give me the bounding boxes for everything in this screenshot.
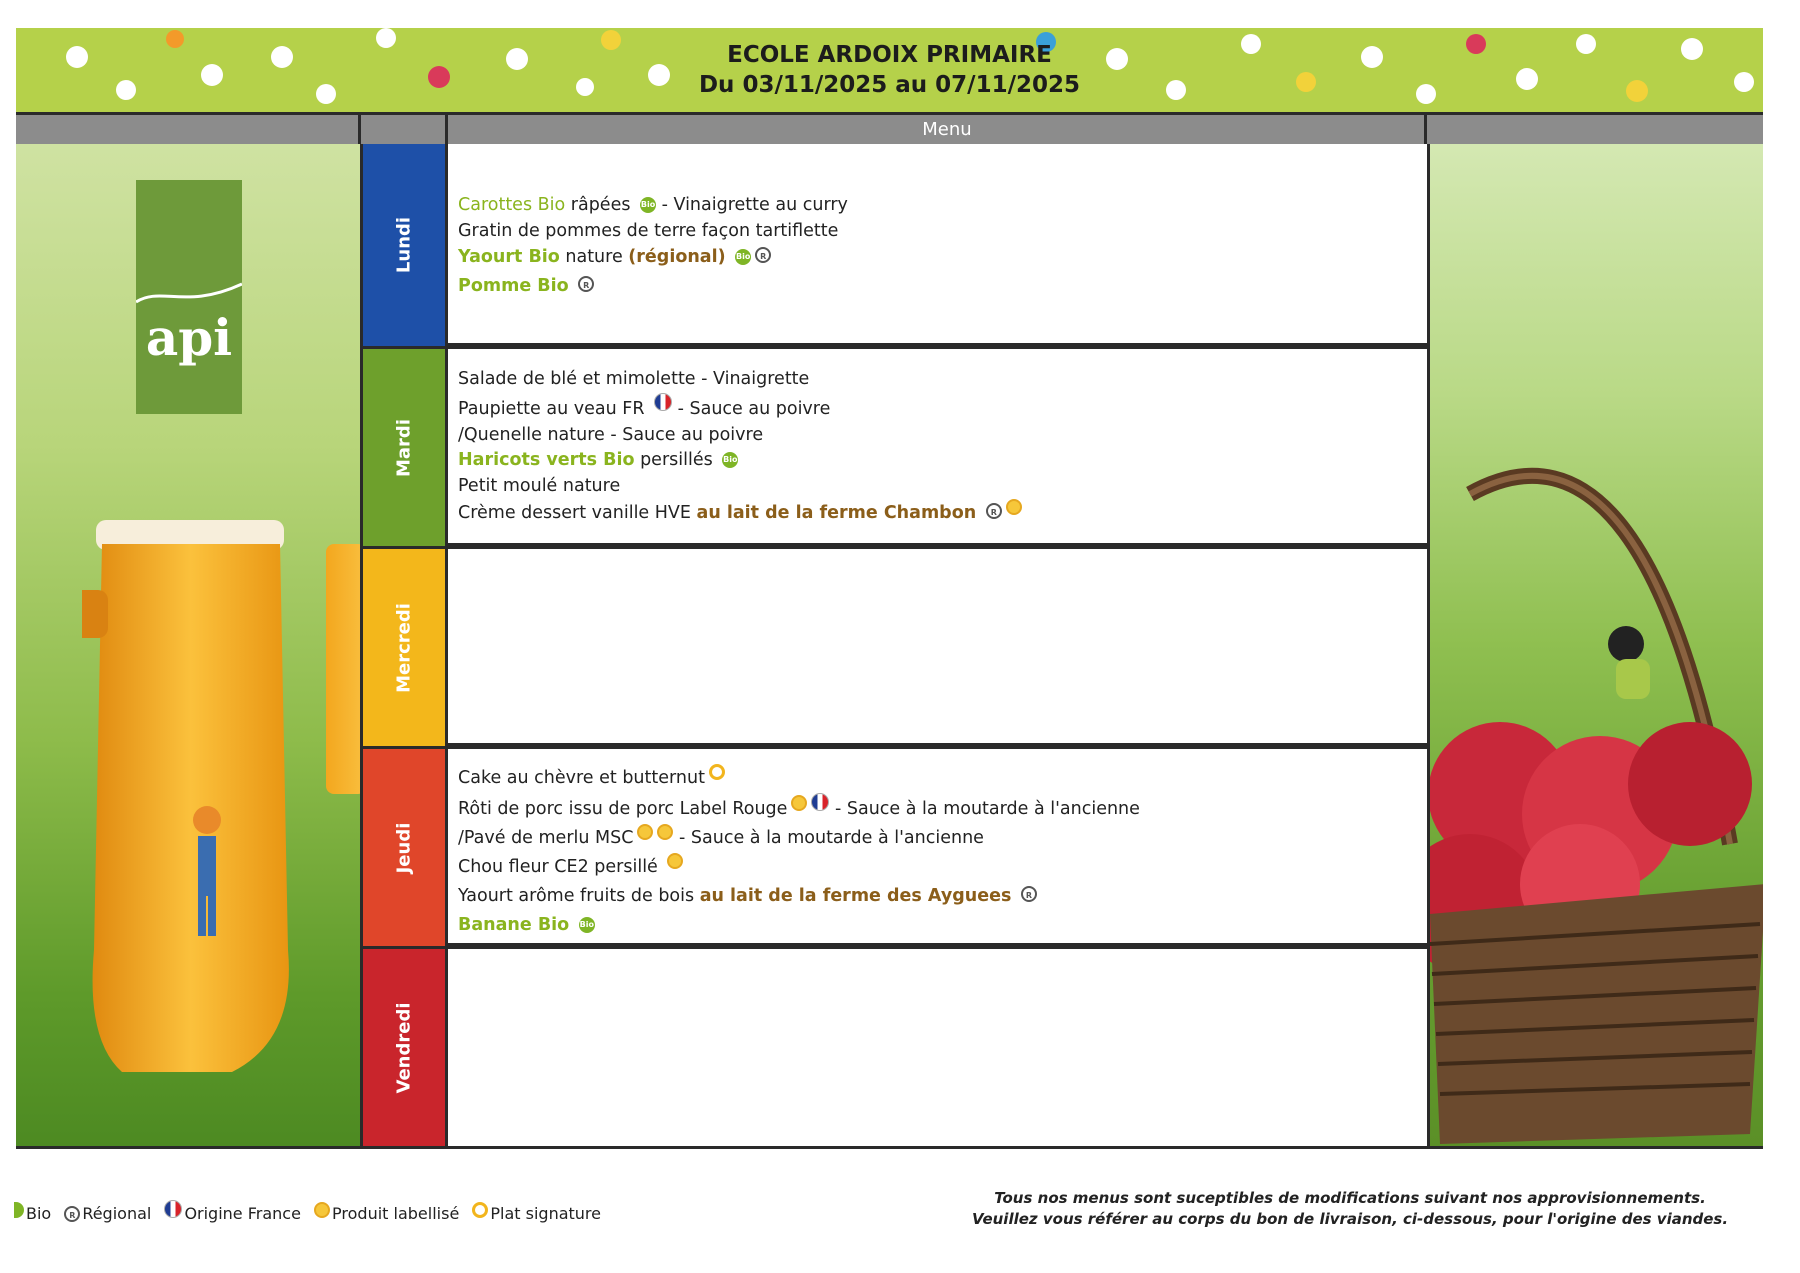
menu-item — [458, 911, 1417, 940]
item-text: Yaourt Bio — [458, 247, 560, 267]
item-text: - Sauce à la moutarde à l'ancienne — [673, 828, 984, 848]
label-icon — [791, 795, 807, 811]
note-line: Veuillez vous référer au corps du bon de livraison, ci-dessous, pour l'origine des viandes. — [971, 1210, 1729, 1228]
menu-column-label: Menu — [922, 119, 972, 140]
logo-text: api — [145, 308, 233, 367]
day-mardi — [360, 346, 448, 546]
left-photo-panel — [16, 144, 360, 1146]
menu-item — [458, 243, 1417, 272]
item-text: Petit moulé nature — [458, 476, 621, 496]
regional-icon: R — [1021, 886, 1037, 902]
regional-icon: R — [578, 276, 594, 292]
day-label: Jeudi — [393, 822, 415, 873]
column-separator — [445, 115, 448, 144]
day-vendredi — [360, 946, 448, 1146]
legend-label: Origine France — [184, 1204, 301, 1223]
legend-regional — [64, 1204, 151, 1223]
legend-label: Plat signature — [490, 1204, 601, 1223]
menu-item — [458, 793, 1417, 824]
logo-swoosh-icon — [136, 280, 242, 310]
signature-icon — [472, 1202, 488, 1218]
signature-icon — [709, 764, 725, 780]
item-text: râpées — [565, 195, 631, 215]
menu-item — [458, 192, 1417, 219]
bio-icon: Bio — [735, 249, 751, 265]
legend-label: Régional — [82, 1204, 152, 1223]
note-line: Tous nos menus sont suceptibles de modifications suivant nos approvisionnements. — [994, 1189, 1706, 1207]
label-icon — [1006, 499, 1022, 515]
item-text: Rôti de porc issu de porc Label Rouge — [458, 799, 788, 819]
legend-france — [164, 1200, 301, 1223]
menu-cell-mercredi — [448, 546, 1427, 746]
day-label: Mardi — [393, 418, 415, 477]
item-text: au lait de la ferme des Ayguees — [699, 886, 1012, 906]
day-label: Vendredi — [393, 1002, 415, 1093]
bio-icon: Bio — [579, 917, 595, 933]
label-icon — [637, 824, 653, 840]
menu-item — [458, 474, 1417, 498]
item-text: - Vinaigrette au curry — [656, 195, 848, 215]
header-band — [16, 28, 1763, 112]
item-text: Crème dessert vanille HVE — [458, 503, 697, 523]
menu-item — [458, 498, 1417, 528]
menu-item — [458, 853, 1417, 882]
menu-cell-jeudi — [448, 746, 1427, 946]
menu-period: Du 03/11/2025 au 07/11/2025 — [698, 72, 1081, 98]
item-text: Salade de blé et mimolette - Vinaigrette — [458, 369, 810, 389]
apple-basket-icon — [1430, 144, 1763, 1146]
france-flag-icon — [811, 793, 829, 811]
label-icon — [314, 1202, 330, 1218]
legend-label: Produit labellisé — [332, 1204, 460, 1223]
menu-item — [458, 219, 1417, 243]
menu-item — [458, 272, 1417, 301]
legend-bio — [14, 1202, 51, 1223]
bio-icon: Bio — [722, 452, 738, 468]
label-icon — [657, 824, 673, 840]
second-boot — [326, 544, 360, 794]
table-bottom-border — [16, 1146, 1763, 1149]
menu-cell-lundi — [448, 144, 1427, 346]
france-flag-icon — [164, 1200, 182, 1218]
item-text: /Pavé de merlu MSC — [458, 828, 634, 848]
menu-item — [458, 824, 1417, 853]
page-title — [16, 40, 1763, 100]
item-text: Chou fleur CE2 persillé — [458, 857, 658, 877]
day-lundi — [360, 144, 448, 346]
menu-cell-mardi — [448, 346, 1427, 546]
right-photo-panel — [1427, 144, 1763, 1146]
school-name: ECOLE ARDOIX PRIMAIRE — [727, 42, 1052, 68]
column-separator — [358, 115, 361, 144]
legend-signature — [472, 1202, 601, 1223]
bio-icon — [14, 1202, 24, 1218]
menu-item — [458, 447, 1417, 474]
column-header-row — [16, 112, 1763, 144]
menu-item — [458, 393, 1417, 423]
disclaimer-note — [960, 1188, 1740, 1230]
item-text: /Quenelle nature - Sauce au poivre — [458, 425, 764, 445]
yellow-boot-icon — [82, 520, 302, 1090]
api-logo — [136, 180, 242, 414]
item-text: - Sauce au poivre — [672, 399, 831, 419]
france-flag-icon — [654, 393, 672, 411]
regional-icon: R — [986, 503, 1002, 519]
regional-icon: R — [755, 247, 771, 263]
legend — [14, 1200, 609, 1223]
item-text: Banane Bio — [458, 915, 570, 935]
menu-item — [458, 423, 1417, 447]
item-text: (régional) — [628, 247, 726, 267]
menu-item — [458, 366, 1417, 393]
label-icon — [667, 853, 683, 869]
item-text: au lait de la ferme Chambon — [696, 503, 977, 523]
legend-label: Bio — [26, 1204, 52, 1223]
day-jeudi — [360, 746, 448, 946]
item-text: Yaourt arôme fruits de bois — [458, 886, 700, 906]
bio-icon: Bio — [640, 197, 656, 213]
day-label: Lundi — [393, 216, 415, 274]
item-text: Carottes Bio — [458, 195, 566, 215]
regional-icon: R — [64, 1206, 80, 1222]
item-text: Cake au chèvre et butternut — [458, 768, 705, 788]
legend-label — [314, 1202, 459, 1223]
item-text: Pomme Bio — [458, 276, 569, 296]
item-text: persillés — [634, 450, 713, 470]
menu-item — [458, 882, 1417, 911]
menu-item — [458, 764, 1417, 793]
item-text: Gratin de pommes de terre façon tartiflette — [458, 221, 839, 241]
day-label: Mercredi — [393, 602, 415, 693]
item-text: Haricots verts Bio — [458, 450, 635, 470]
item-text: - Sauce à la moutarde à l'ancienne — [829, 799, 1140, 819]
day-mercredi — [360, 546, 448, 746]
item-text: nature — [559, 247, 629, 267]
menu-cell-vendredi — [448, 946, 1427, 1146]
item-text: Paupiette au veau FR — [458, 399, 645, 419]
